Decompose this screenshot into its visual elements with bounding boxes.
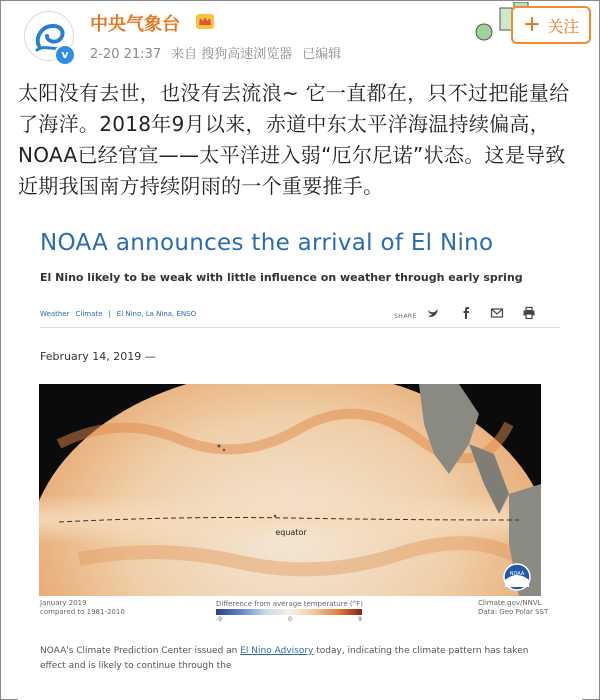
breadcrumb-enso: El Nino, La Nina, ENSO <box>116 310 197 318</box>
post-meta <box>90 43 351 62</box>
post-text: 太阳没有去世，也没有去流浪~ 它一直都在，只不过把能量给了海洋。2018年9月以来，赤道中东太平洋海温持续偏高，NOAA已经官宣——太平洋进入弱“厄尔尼诺”状态。这是导致近期我国南方持续阴雨的一个重要推手。 <box>18 81 570 198</box>
follow-label: 关注 <box>547 16 580 36</box>
email-icon <box>490 306 504 320</box>
map-credit-site: Climate.gov/NNVL <box>478 599 542 607</box>
edited-label: 已编辑 <box>302 47 342 62</box>
article-body-prefix: NOAA's Climate Prediction Center issued an <box>40 646 241 656</box>
colorbar-tick-mid: 0 <box>288 616 292 623</box>
article-breadcrumb <box>40 310 202 318</box>
article-headline: NOAA announces the arrival of El Nino <box>40 230 494 256</box>
verified-badge-icon: v <box>54 44 76 66</box>
breadcrumb-weather: Weather <box>40 310 70 318</box>
crown-badge-icon <box>195 12 215 30</box>
print-icon <box>522 306 536 320</box>
article-image[interactable] <box>18 230 582 700</box>
el-nino-advisory-link[interactable]: El Nino Advisory <box>240 646 314 656</box>
article-subhead: El Nino likely to be weak with little influence on weather through early spring <box>40 271 523 284</box>
map-period-month: January 2019 <box>40 599 87 607</box>
colorbar <box>216 609 362 615</box>
share-label: SHARE <box>394 313 417 320</box>
colorbar-tick-min: -9 <box>216 616 222 623</box>
breadcrumb-separator: | <box>108 310 111 318</box>
equator-label: equator <box>275 528 307 537</box>
map-credit <box>478 599 548 617</box>
follow-button[interactable] <box>511 6 591 44</box>
post-time[interactable]: 2-20 21:37 <box>90 47 162 62</box>
colorbar-ticks <box>216 616 362 623</box>
post-source: 来自 搜狗高速浏览器 <box>171 47 293 62</box>
map-period-baseline: compared to 1981-2010 <box>40 608 125 616</box>
map-credit-data: Data: Geo Polar SST <box>478 608 549 616</box>
article-body <box>40 644 540 674</box>
article-date: February 14, 2019 — <box>40 350 156 363</box>
breadcrumb-climate: Climate <box>75 310 103 318</box>
user-name[interactable]: 中央气象台 <box>90 14 180 35</box>
twitter-icon <box>426 306 440 320</box>
article-body-suffix: today, indicating the climate pattern has taken effect and is likely to continue through the <box>40 646 529 671</box>
colorbar-title: Difference from average temperature (°F) <box>216 600 363 608</box>
map-period <box>40 599 125 617</box>
noaa-logo-text: NOAA <box>509 571 525 577</box>
sst-anomaly-map <box>39 384 541 596</box>
colorbar-tick-max: 9 <box>358 616 362 623</box>
article-divider <box>40 327 560 328</box>
facebook-icon <box>459 306 473 320</box>
plus-icon: + <box>522 12 542 37</box>
